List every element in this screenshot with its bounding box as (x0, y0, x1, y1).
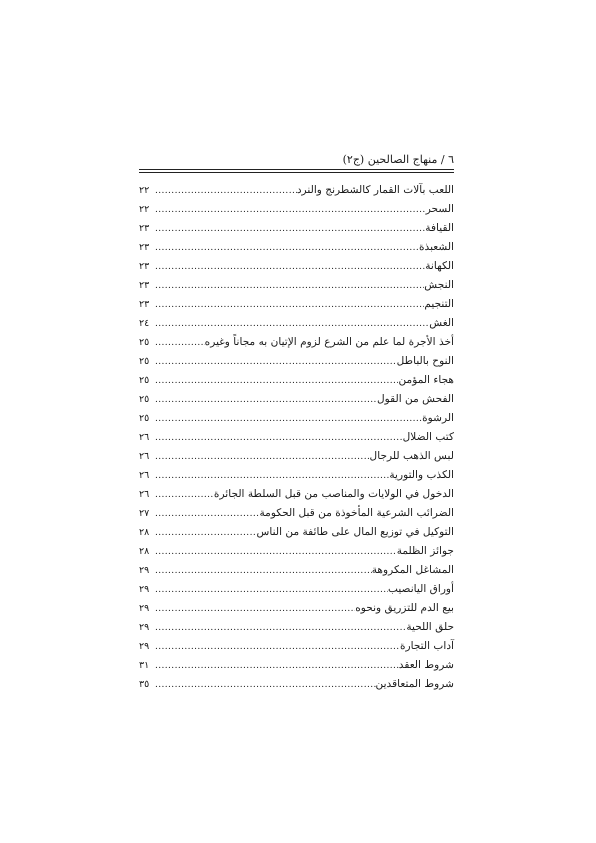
toc-entry-page: ٢٣ (139, 223, 150, 234)
toc-entry-title: الرشوة (422, 412, 454, 424)
toc-entry (139, 352, 454, 371)
toc-entry-page: ٢٩ (139, 641, 150, 652)
dot-leader (155, 201, 426, 220)
dot-leader (155, 391, 377, 410)
dot-leader (155, 182, 297, 201)
dot-leader (155, 239, 419, 258)
toc-entry (139, 238, 454, 257)
toc-entry-page: ٢٨ (139, 527, 150, 538)
toc-entry-title: اللعب بآلات القمار كالشطرنج والنرد (296, 184, 454, 196)
dot-leader (155, 258, 425, 277)
toc-entry (139, 219, 454, 238)
dot-leader (155, 562, 372, 581)
dot-leader (155, 676, 376, 695)
toc-entry (139, 276, 454, 295)
dot-leader (155, 220, 425, 239)
running-header (139, 153, 454, 167)
toc-entry-page: ٢٩ (139, 622, 150, 633)
dot-leader (155, 543, 397, 562)
dot-leader (155, 638, 400, 657)
header-rule-thick (139, 169, 454, 170)
toc-entry-page: ٢٨ (139, 546, 150, 557)
toc-entry-title: شروط المتعاقدين (375, 678, 454, 690)
toc-entry (139, 333, 454, 352)
toc-entry (139, 257, 454, 276)
dot-leader (155, 600, 355, 619)
dot-leader (155, 467, 389, 486)
toc-entry-page: ٢٢ (139, 185, 150, 196)
running-title: ٦ / منهاج الصالحين (ج٢) (342, 153, 454, 166)
dot-leader (155, 353, 397, 372)
toc-entry-page: ٢٥ (139, 356, 150, 367)
toc-entry-title: أوراق اليانصيب (387, 583, 454, 595)
toc-entry-title: التوكيل في توزيع المال على طائفة من الناس (256, 526, 454, 538)
toc-entry-page: ٢٤ (139, 318, 150, 329)
toc-entry-title: شروط العقد (398, 659, 454, 671)
dot-leader (155, 524, 257, 543)
toc-entry-title: السحر (425, 203, 454, 215)
toc-entry-title: أخذ الأجرة لما علم من الشرع لزوم الإتيان به مجاناً وغيره (204, 336, 454, 348)
dot-leader (155, 410, 422, 429)
toc-entry (139, 409, 454, 428)
toc-entry-page: ٢٩ (139, 584, 150, 595)
toc-entry (139, 390, 454, 409)
toc-entry-page: ٢٣ (139, 299, 150, 310)
toc-entry (139, 485, 454, 504)
toc-entry (139, 599, 454, 618)
toc-entry-page: ٢٧ (139, 508, 150, 519)
toc-entry-title: النوح بالباطل (396, 355, 454, 367)
dot-leader (155, 619, 406, 638)
toc-entry (139, 618, 454, 637)
toc-entry-page: ٢٦ (139, 432, 150, 443)
dot-leader (155, 315, 429, 334)
toc-entry-title: بيع الدم للتزريق ونحوه (355, 602, 454, 614)
dot-leader (155, 334, 205, 353)
toc-entry-title: الشعبذة (418, 241, 454, 253)
dot-leader (155, 448, 370, 467)
toc-entry (139, 656, 454, 675)
dot-leader (155, 486, 214, 505)
toc-entry-title: التنجيم (424, 298, 454, 310)
toc-entry-title: القيافة (425, 222, 454, 234)
dot-leader (155, 581, 388, 600)
toc-entry (139, 523, 454, 542)
toc-entry-title: آداب التجارة (399, 640, 454, 652)
table-of-contents (139, 181, 454, 694)
toc-entry (139, 295, 454, 314)
toc-entry-title: الغش (429, 317, 454, 329)
toc-entry-page: ٢٦ (139, 470, 150, 481)
toc-entry-page: ٢٣ (139, 242, 150, 253)
toc-entry-page: ٢٦ (139, 489, 150, 500)
toc-entry-title: المشاغل المكروهة (371, 564, 454, 576)
toc-entry-title: الضرائب الشرعية المأخوذة من قبل الحكومة (259, 507, 454, 519)
dot-leader (155, 657, 399, 676)
toc-entry-title: لبس الذهب للرجال (369, 450, 454, 462)
toc-entry-page: ٢٩ (139, 603, 150, 614)
toc-entry-page: ٢٥ (139, 413, 150, 424)
dot-leader (155, 372, 398, 391)
toc-entry-title: الفحش من القول (376, 393, 454, 405)
toc-entry-title: هجاء المؤمن (398, 374, 454, 386)
toc-entry (139, 428, 454, 447)
toc-entry (139, 314, 454, 333)
toc-entry (139, 504, 454, 523)
toc-entry-page: ٢٢ (139, 204, 150, 215)
toc-entry (139, 466, 454, 485)
toc-entry-title: الدخول في الولايات والمناصب من قبل السلطة الجائرة (213, 488, 454, 500)
toc-entry (139, 675, 454, 694)
toc-entry-page: ٣٥ (139, 679, 150, 690)
dot-leader (155, 429, 403, 448)
dot-leader (155, 296, 424, 315)
toc-entry-page: ٢٣ (139, 261, 150, 272)
toc-entry-title: جوائز الظلمة (396, 545, 454, 557)
toc-entry (139, 181, 454, 200)
toc-entry (139, 637, 454, 656)
toc-entry (139, 561, 454, 580)
toc-entry-title: الكهانة (425, 260, 454, 272)
toc-entry-title: الكذب والتورية (389, 469, 454, 481)
toc-entry-title: كتب الضلال (402, 431, 454, 443)
toc-entry (139, 447, 454, 466)
toc-entry-title: النجش (424, 279, 454, 291)
toc-entry (139, 580, 454, 599)
toc-entry-page: ٢٥ (139, 394, 150, 405)
toc-entry-page: ٢٥ (139, 375, 150, 386)
toc-entry-page: ٣١ (139, 660, 150, 671)
header-rule-thin (139, 172, 454, 173)
dot-leader (155, 505, 259, 524)
toc-entry-page: ٢٩ (139, 565, 150, 576)
dot-leader (155, 277, 424, 296)
toc-entry-page: ٢٦ (139, 451, 150, 462)
toc-entry-page: ٢٥ (139, 337, 150, 348)
toc-entry-title: حلق اللحية (406, 621, 454, 633)
toc-entry-page: ٢٣ (139, 280, 150, 291)
toc-entry (139, 371, 454, 390)
toc-entry (139, 542, 454, 561)
toc-entry (139, 200, 454, 219)
